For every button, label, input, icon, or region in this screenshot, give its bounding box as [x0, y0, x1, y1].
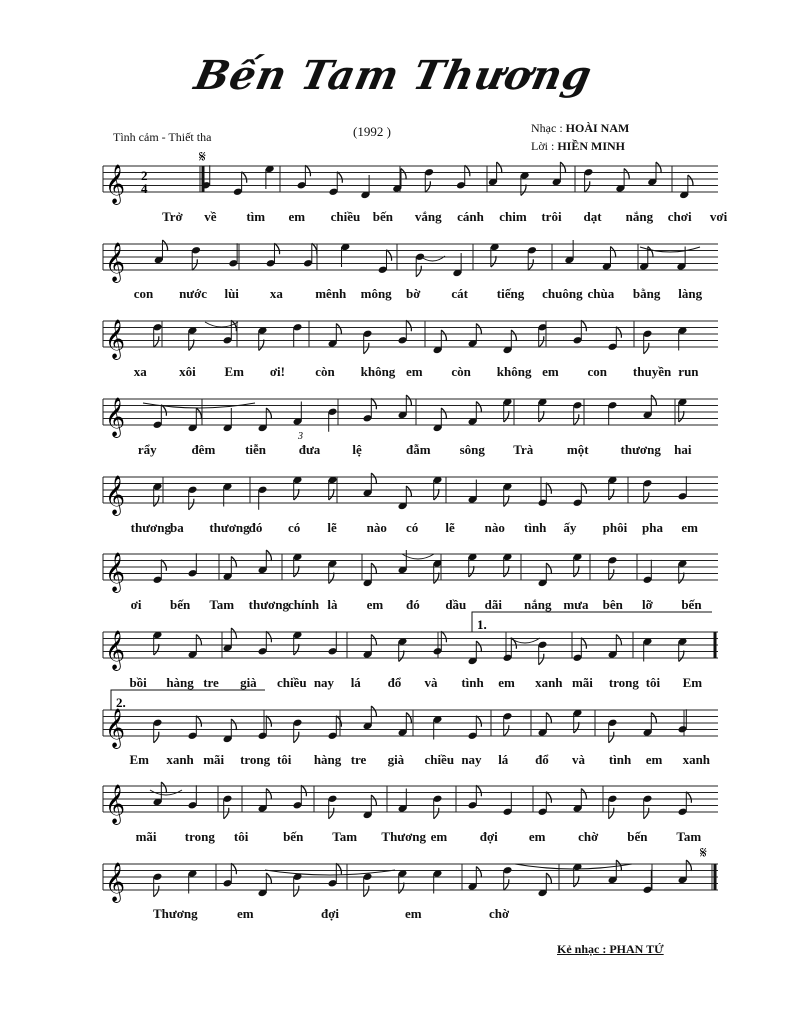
lyric-word: lỡ [642, 597, 653, 612]
triplet-mark: 3 [298, 431, 303, 442]
lyric-word: hai [674, 442, 692, 457]
lyric-word: mãi [135, 829, 157, 844]
note-flag [242, 172, 247, 183]
note-flag [301, 785, 306, 796]
composer-label: Nhạc : [531, 121, 563, 135]
lyric-word: run [678, 364, 699, 379]
lyric-word: bến [283, 829, 304, 844]
note-flag [161, 782, 166, 793]
lyric-word: pha [642, 520, 663, 535]
lyric-word: con [133, 286, 154, 301]
lyric-word: cát [451, 286, 468, 301]
lyric-word: và [571, 752, 585, 767]
lyric-word: sông [459, 442, 485, 457]
lyric-word: hàng [166, 675, 194, 690]
lyricist-label: Lời : [531, 139, 555, 153]
lyric-word: đưa [298, 442, 321, 457]
lyric-word: tình [608, 752, 632, 767]
note-flag [644, 492, 649, 503]
lyric-word: tiễn [245, 442, 267, 457]
lyric-word: em [498, 675, 515, 690]
note-flag [546, 873, 551, 884]
segno-sign: 𝄋 [199, 147, 206, 166]
lyric-word: nắng [524, 597, 552, 612]
note-flag [546, 563, 551, 574]
note-flag [294, 489, 299, 500]
lyric-word: em [237, 906, 254, 921]
note-flag [192, 259, 197, 270]
treble-clef: 𝄞 [105, 708, 126, 748]
lyric-word: về [204, 209, 217, 224]
note-flag [609, 569, 614, 580]
lyric-word: xa [269, 286, 283, 301]
lyric-word: dạt [583, 209, 602, 224]
lyric-word: cánh [457, 209, 484, 224]
note-flag [441, 408, 446, 419]
volta-second [111, 690, 265, 710]
note-flag [656, 162, 661, 173]
note-flag [476, 785, 481, 796]
note-flag [469, 566, 474, 577]
lyric-word: rẩy [137, 442, 157, 457]
note-flag [476, 716, 481, 727]
note-flag [686, 860, 691, 871]
lyric-word: tôi [645, 675, 661, 690]
lyric-word: chuông [542, 286, 583, 301]
lyric-word: em [542, 364, 559, 379]
note-flag [329, 808, 334, 819]
note-flag [224, 808, 229, 819]
treble-clef: 𝄞 [105, 319, 126, 359]
lyric-word: xôi [179, 364, 196, 379]
volta-first-label: 1. [477, 617, 487, 632]
lyric-word: bến [170, 597, 191, 612]
treble-clef: 𝄞 [105, 164, 126, 204]
note-flag [476, 641, 481, 652]
treble-clef: 𝄞 [105, 630, 126, 670]
note-flag [154, 496, 159, 507]
note-flag [336, 863, 341, 874]
lyric-word: lẽ [445, 520, 455, 535]
lyric-word: nào [484, 520, 505, 535]
lyric-word: em [528, 829, 546, 844]
lyric-word: thuyền [632, 364, 672, 379]
lyric-word: nay [313, 675, 335, 690]
note-flag [312, 243, 317, 254]
note-flag [425, 181, 430, 192]
time-sig-bottom: 4 [141, 181, 148, 196]
note-flag [399, 651, 404, 662]
lyric-word: chiều [330, 209, 361, 224]
lyric-word: phôi [602, 520, 628, 535]
note-flag [679, 411, 684, 422]
note-flag [401, 169, 406, 180]
note-flag [434, 573, 439, 584]
note-flag [616, 635, 621, 646]
lyric-word: già [240, 675, 257, 690]
lyric-word: bến [627, 829, 648, 844]
lyric-word: và [424, 675, 438, 690]
note-flag [231, 719, 236, 730]
note-flag [560, 162, 565, 173]
lyric-word: thương [248, 597, 289, 612]
note-flag [154, 644, 159, 655]
lyric-word: nào [366, 520, 387, 535]
note-flag [504, 725, 509, 736]
lyric-word: bến [372, 209, 394, 224]
lyric-word: lá [498, 752, 509, 767]
note-flag [154, 732, 159, 743]
note-flag [231, 557, 236, 568]
lyric-word: con [587, 364, 608, 379]
note-flag [539, 411, 544, 422]
lyric-word: có [406, 520, 419, 535]
note-flag [364, 343, 369, 354]
note-flag [609, 732, 614, 743]
treble-clef: 𝄞 [105, 552, 126, 592]
note-flag [329, 489, 334, 500]
note-flag [266, 631, 271, 642]
lyric-word: Em [682, 675, 703, 690]
note-flag [196, 635, 201, 646]
note-flag [266, 550, 271, 561]
note-flag [294, 566, 299, 577]
note-flag [294, 644, 299, 655]
lyric-word: là [327, 597, 338, 612]
note-flag [274, 243, 279, 254]
note-flag [521, 185, 526, 196]
note-flag [231, 628, 236, 639]
lyric-word: Trà [513, 442, 534, 457]
note-flag [616, 327, 621, 338]
lyric-word: đêm [191, 442, 216, 457]
note-flag [196, 408, 201, 419]
note-flag [371, 706, 376, 717]
lyric-word: tre [350, 752, 367, 767]
note-flag [581, 638, 586, 649]
lyric-word: ơi [130, 597, 142, 612]
lyric-word: còn [451, 364, 471, 379]
lyric-word: vắng [414, 209, 442, 224]
note-flag [609, 489, 614, 500]
note-flag [406, 486, 411, 497]
segno-sign: 𝄋 [700, 843, 707, 862]
note-flag [476, 324, 481, 335]
note-flag [441, 631, 446, 642]
lyric-word: đổ [387, 675, 402, 690]
lyric-word: em [681, 520, 698, 535]
lyric-word: không [496, 364, 532, 379]
lyric-word: dầu [445, 597, 467, 612]
note-flag [539, 336, 544, 347]
lyric-word: đó [248, 520, 263, 535]
lyric-word: Thương [381, 829, 427, 844]
lyric-word: chim [499, 209, 527, 224]
lyric-word: tìm [246, 209, 266, 224]
lyric-word: vơi [709, 209, 728, 224]
note-flag [574, 566, 579, 577]
lyric-word: đổ [535, 752, 549, 767]
note-flag [624, 169, 629, 180]
note-flag [610, 247, 615, 258]
lyric-word: tôi [233, 829, 249, 844]
lyric-word: bằng [632, 286, 661, 301]
lyric-word: tôi [276, 752, 292, 767]
note-flag [574, 876, 579, 887]
note-flag [539, 654, 544, 665]
lyric-word: chờ [489, 906, 510, 921]
note-flag [371, 635, 376, 646]
lyric-word: trong [240, 752, 271, 767]
note-flag [266, 716, 271, 727]
note-flag [574, 722, 579, 733]
note-flag [259, 340, 264, 351]
lyric-word: Tam [676, 829, 702, 844]
lyric-word: ơi! [269, 364, 285, 379]
note-flag [686, 792, 691, 803]
note-flag [679, 573, 684, 584]
note-flag [406, 395, 411, 406]
lyric-word: em [645, 752, 663, 767]
note-flag [399, 883, 404, 894]
lyric-word: thương [209, 520, 250, 535]
note-flag [688, 175, 693, 186]
note-flag [336, 716, 341, 727]
lyric-word: lá [350, 675, 361, 690]
note-flag [266, 873, 271, 884]
note-flag [371, 795, 376, 806]
treble-clef: 𝄞 [105, 242, 126, 282]
note-flag [305, 165, 310, 176]
lyric-word: đó [406, 597, 420, 612]
lyric-word: Trở [162, 209, 183, 224]
note-flag [441, 330, 446, 341]
note-flag [504, 566, 509, 577]
note-flag [371, 563, 376, 574]
lyric-word: Thương [153, 906, 198, 921]
note-flag [364, 886, 369, 897]
note-flag [154, 336, 159, 347]
lyric-word: chùa [587, 286, 615, 301]
lyric-word: hàng [313, 752, 342, 767]
lyric-word: bờ [406, 286, 421, 301]
lyric-word: em [430, 829, 448, 844]
note-flag [546, 792, 551, 803]
lyric-word: em [406, 364, 423, 379]
note-flag [644, 808, 649, 819]
lyric-word: lệ [352, 442, 362, 457]
note-flag [154, 886, 159, 897]
lyric-word: còn [315, 364, 335, 379]
lyric-word: chính [288, 597, 320, 612]
lyric-word: bồi [129, 675, 147, 690]
note-flag [371, 473, 376, 484]
treble-clef: 𝄞 [105, 862, 126, 902]
note-flag [581, 483, 586, 494]
lyric-word: mênh [315, 286, 347, 301]
lyric-word: một [566, 442, 589, 457]
note-flag [581, 320, 586, 331]
note-flag [189, 340, 194, 351]
lyric-word: có [288, 520, 301, 535]
note-flag [161, 560, 166, 571]
lyric-word: ba [170, 520, 184, 535]
lyric-word: lùi [224, 286, 239, 301]
lyric-word: Em [224, 364, 244, 379]
note-flag [491, 256, 496, 267]
note-flag [406, 713, 411, 724]
lyric-word: em [366, 597, 384, 612]
note-flag [497, 162, 502, 173]
note-flag [294, 886, 299, 897]
lyric-word: thương [620, 442, 661, 457]
note-flag [231, 863, 236, 874]
lyric-word: chiều [276, 675, 307, 690]
lyricist-name: HIỀN MINH [557, 139, 626, 153]
note-flag [511, 330, 516, 341]
note-flag [476, 402, 481, 413]
note-flag [196, 716, 201, 727]
credit: Kẻ nhạc : PHAN TỨ [557, 942, 664, 956]
treble-clef: 𝄞 [105, 475, 126, 515]
lyric-word: già [387, 752, 405, 767]
lyric-word: mãi [203, 752, 225, 767]
lyric-word: trôi [541, 209, 562, 224]
lyric-word: Tam [209, 597, 235, 612]
note-flag [231, 320, 236, 331]
note-flag [648, 247, 653, 258]
note-flag [434, 489, 439, 500]
note-flag [504, 879, 509, 890]
note-flag [546, 483, 551, 494]
lyric-word: chiều [424, 752, 455, 767]
note-flag [651, 395, 656, 406]
note-flag [585, 181, 590, 192]
treble-clef: 𝄞 [105, 784, 126, 824]
lyric-word: dãi [484, 597, 502, 612]
lyric-word: mãi [571, 675, 593, 690]
lyric-word: làng [678, 286, 703, 301]
lyric-word: chơi [667, 209, 692, 224]
lyric-word: nay [461, 752, 482, 767]
lyric-word: nước [179, 286, 208, 301]
note-flag [406, 320, 411, 331]
note-flag [434, 808, 439, 819]
note-flag [266, 408, 271, 419]
note-flag [581, 789, 586, 800]
lyric-word: lẽ [327, 520, 337, 535]
lyric-word: mưa [563, 597, 589, 612]
lyric-word: mông [360, 286, 392, 301]
lyric-word: không [360, 364, 396, 379]
note-flag [189, 499, 194, 510]
note-flag [371, 398, 376, 409]
note-flag [651, 713, 656, 724]
lyric-word: đợi [321, 906, 340, 921]
lyric-word: tre [203, 675, 219, 690]
lyric-word: trong [608, 675, 639, 690]
song-title: Bến Tam Thương [190, 52, 597, 99]
lyric-word: trong [184, 829, 215, 844]
lyric-word: nắng [625, 209, 654, 224]
note-flag [546, 713, 551, 724]
lyric-word: Em [129, 752, 149, 767]
lyric-word: xa [133, 364, 147, 379]
lyric-word: em [405, 906, 422, 921]
note-flag [574, 414, 579, 425]
treble-clef: 𝄞 [105, 397, 126, 437]
note-flag [329, 573, 334, 584]
lyric-word: bến [681, 597, 702, 612]
lyric-word: đợi [479, 829, 498, 844]
lyric-word: xanh [535, 675, 563, 690]
lyric-word: tiếng [496, 286, 525, 301]
note-flag [416, 266, 421, 277]
lyric-word: xanh [166, 752, 194, 767]
note-flag [504, 411, 509, 422]
volta-second-label: 2. [116, 695, 126, 710]
note-flag [679, 651, 684, 662]
year: (1992 ) [353, 124, 391, 139]
lyric-word: thương [130, 520, 171, 535]
composer-name: HOÀI NAM [565, 121, 630, 135]
lyric-word: Tam [332, 829, 358, 844]
note-flag [528, 259, 533, 270]
volta-first [472, 612, 712, 632]
lyric-word: bên [602, 597, 623, 612]
lyric-word: chờ [578, 829, 599, 844]
note-flag [504, 496, 509, 507]
note-flag [294, 732, 299, 743]
note-flag [386, 250, 391, 261]
lyric-word: ấy [563, 520, 577, 535]
note-flag [337, 172, 342, 183]
note-flag [266, 789, 271, 800]
note-flag [644, 343, 649, 354]
note-flag [465, 165, 470, 176]
lyric-word: xanh [682, 752, 711, 767]
lyric-word: tình [461, 675, 484, 690]
note-flag [476, 867, 481, 878]
time-sig-top: 2 [141, 168, 148, 183]
note-flag [609, 808, 614, 819]
note-flag [336, 324, 341, 335]
lyric-word: em [288, 209, 306, 224]
lyric-word: tình [524, 520, 547, 535]
lyric-word: đẫm [406, 442, 431, 457]
note-flag [162, 240, 167, 251]
style-note: Tình cảm - Thiết tha [113, 130, 212, 144]
